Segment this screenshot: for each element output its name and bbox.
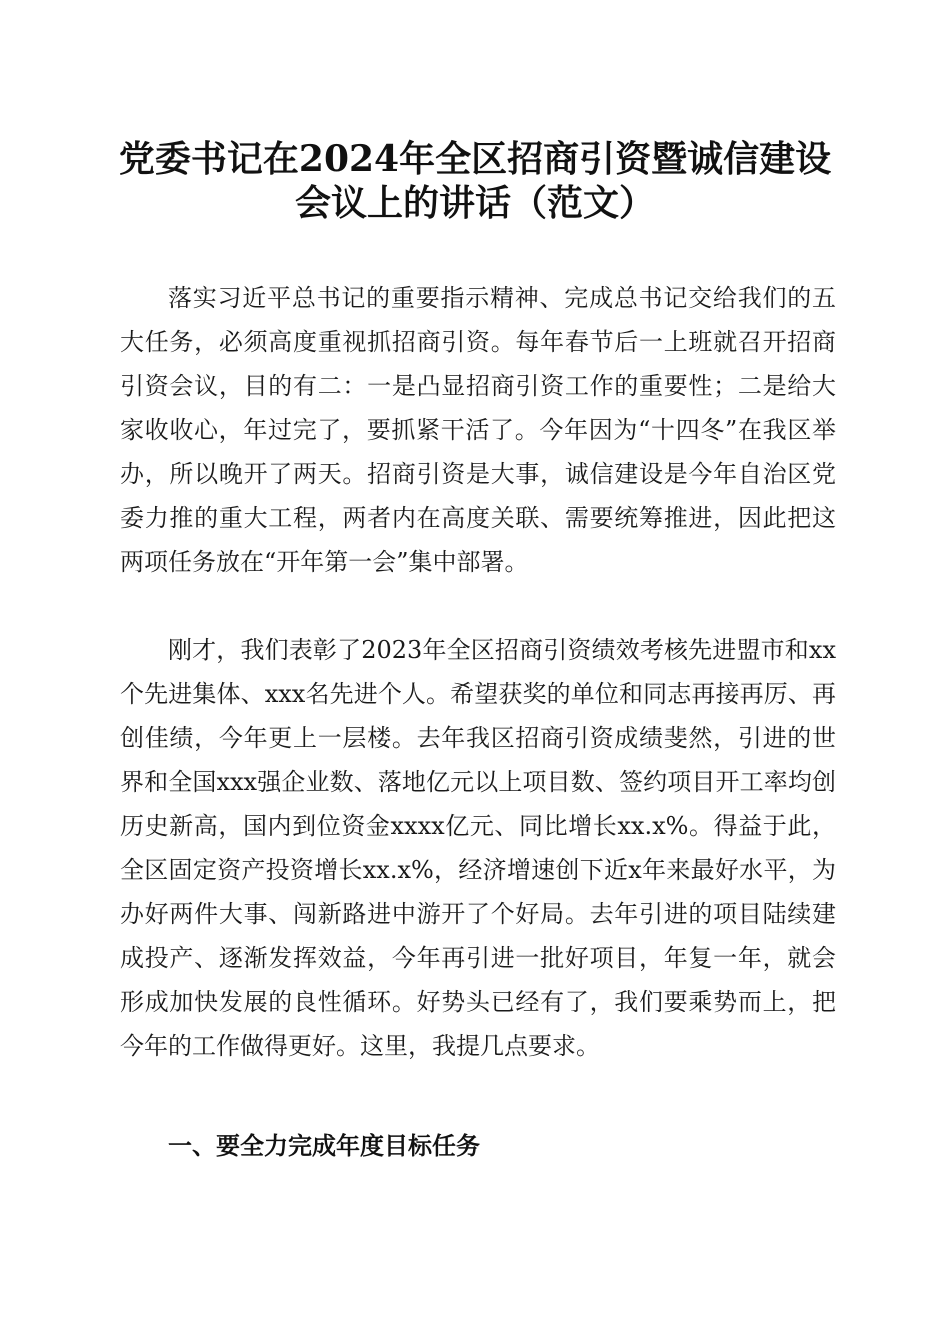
section-heading-1: 一、要全力完成年度目标任务 — [168, 1132, 480, 1160]
document-title-line-2: 会议上的讲话（范文） — [294, 182, 655, 224]
body-paragraph-1: 落实习近平总书记的重要指示精神、完成总书记交给我们的五大任务，必须高度重视抓招商引资。每年春节后一上班就召开招商引资会议，目的有二：一是凸显招商引资工作的重要性；二是给大家收收心，年过完了，要抓紧干活了。今年因为“十四冬”在我区举办，所以晚开了两天。招商引资是大事，诚信建设是今年自治区党委力推的重大工程，两者内在高度关联、需要统筹推进，因此把这两项任务放在“开年第一会”集中部署。 — [120, 284, 836, 576]
document-title-line-1: 党委书记在2024年全区招商引资暨诚信建设 — [118, 138, 832, 180]
body-paragraph-2: 刚才，我们表彰了2023年全区招商引资绩效考核先进盟市和xx个先进集体、xxx名先进个人。希望获奖的单位和同志再接再厉、再创佳绩，今年更上一层楼。去年我区招商引资成绩斐然，引进的世界和全国xxx强企业数、落地亿元以上项目数、签约项目开工率均创历史新高，国内到位资金xxxx亿元、同比增长xx.x%。得益于此，全区固定资产投资增长xx.x%，经济增速创下近x年来最好水平，为办好两件大事、闯新路进中游开了个好局。去年引进的项目陆续建成投产、逐渐发挥效益，今年再引进一批好项目，年复一年，就会形成加快发展的良性循环。好势头已经有了，我们要乘势而上，把今年的工作做得更好。这里，我提几点要求。 — [120, 636, 836, 1060]
